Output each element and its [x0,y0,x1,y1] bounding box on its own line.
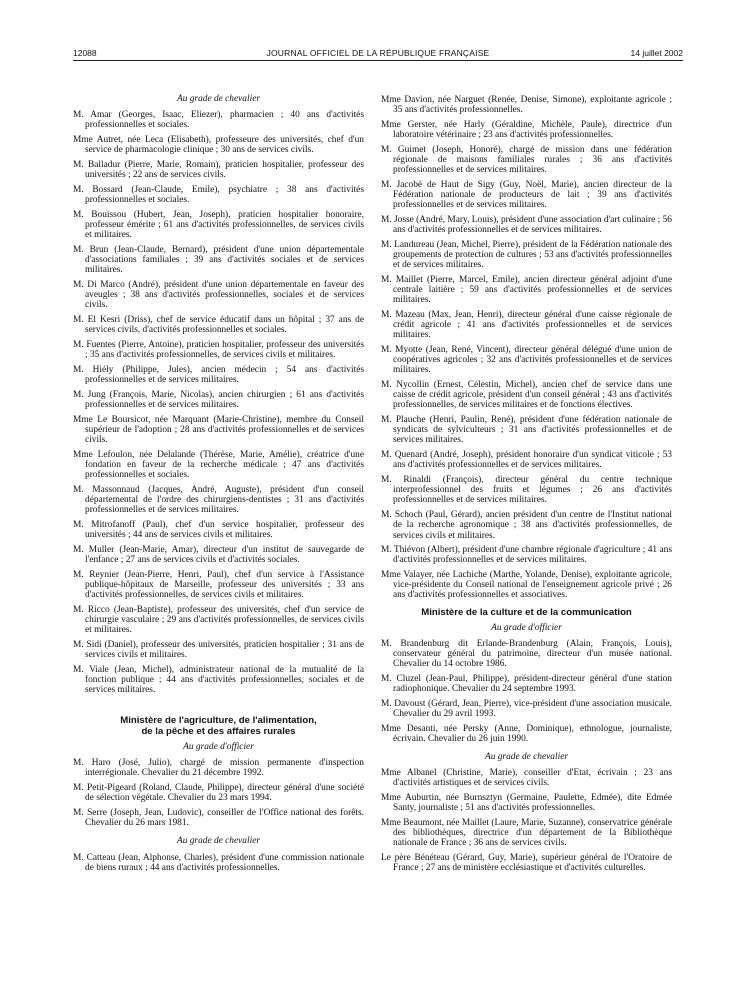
journal-title: JOURNAL OFFICIEL DE LA RÉPUBLIQUE FRANÇAISE [266,48,490,58]
list-item: Mme Valayer, née Lachiche (Marthe, Yolande, Denise), exploitante agricole, vice-présidente du Conseil national de l'enseignement agricole privé ; 26 ans d'activités professionnelles et associatives. [381,570,672,601]
entry-list [73,853,364,873]
list-item: M. Maillet (Pierre, Marcel, Emile), ancien directeur général adjoint d'une centrale laitière ; 59 ans d'activités professionnelles et de services militaires. [381,274,672,306]
list-item: Mme Auburtin, née Burnsztyn (Germaine, Paulette, Edmée), dite Edmée Santy, journaliste ; 51 ans d'activités professionnelles. [381,793,672,814]
list-item: Mme Le Boursicot, née Marquant (Marie-Christine), membre du Conseil supérieur de l'adoption ; 28 ans d'activités professionnelles et de services civils. [73,414,364,445]
list-item: M. Catteau (Jean, Alphonse, Charles), président d'une commission nationale de biens ruraux ; 44 ans d'activités professionnelles. [73,852,364,873]
ministry-heading-line: Ministère de l'agriculture, de l'alimentation, [120,715,317,727]
list-item: M. Guimet (Joseph, Honoré), chargé de mission dans une fédération régionale de maisons familiales rurales ; 36 ans d'activités professionnelles et de services militaires. [381,144,672,176]
list-item: M. Bossard (Jean-Claude, Emile), psychiatre ; 38 ans d'activités professionnelles et sociales. [73,184,364,206]
entry-list [73,110,364,695]
entry-list [381,768,672,873]
entry-list [381,95,672,601]
grade-heading: Au grade de chevalier [484,751,569,762]
list-item: M. Reynier (Jean-Pierre, Henri, Paul), chef d'un service à l'Assistance publique-hôpitaux de Marseille, professeur des universités ; 33 ans d'activités professionnelles, de services civils et militaires. [73,569,364,600]
list-item: M. Schoch (Paul, Gérard), ancien président d'un centre de l'Institut national de la recherche agronomique ; 38 ans d'activités professionnelles, de services civils et militaires. [381,510,672,541]
list-item: M. Jacobé de Haut de Sigy (Guy, Noël, Marie), ancien directeur de la Fédération nationale de producteurs de lait ; 39 ans d'activités professionnelles et de services militaires. [381,179,672,211]
grade-heading: Au grade d'officier [491,622,562,633]
grade-heading: Au grade de chevalier [176,94,261,104]
list-item: M. Brandenburg dit Erlande-Brandenburg (Alain, François, Louis), conservateur général du patrimoine, directeur d'un musée national. Chevalier du 14 octobre 1986. [381,638,672,670]
list-item: M. Landureau (Jean, Michel, Pierre), président de la Fédération nationale des groupements de protection de cultures ; 53 ans d'activités professionnelles et de services militaires. [381,239,672,271]
list-item: M. Bouissou (Hubert, Jean, Joseph), praticien hospitalier honoraire, professeur émérite ; 61 ans d'activités professionnelles, de services civils et militaires. [73,209,364,241]
ministry-heading [73,715,364,737]
list-item: M. Quenard (André, Joseph), président honoraire d'un syndicat viticole ; 53 ans d'activités professionnelles et de services militaires. [381,450,672,471]
list-item: Mme Lefoulon, née Delalande (Thérèse, Marie, Amélie), créatrice d'une fondation en faveur de la recherche médicale ; 47 ans d'activités professionnelles et sociales. [73,449,364,480]
left-column [73,94,364,877]
list-item: M. Brun (Jean-Claude, Bernard), président d'une union départementale d'associations familiales ; 39 ans d'activités sociales et de services militaires. [73,244,364,276]
list-item: M. Viale (Jean, Michel), administrateur national de la mutualité de la fonction publique ; 44 ans d'activités professionnelles, sociales et de services militaires. [73,664,364,695]
list-item: M. Plauche (Henri, Paulin, René), président d'une fédération nationale de syndicats de sylviculteurs ; 31 ans d'activités professionnelles et de services militaires. [381,415,672,446]
ministry-heading: Ministère de la culture et de la communication [421,606,632,618]
entry-list [381,639,672,744]
list-item: M. Ricco (Jean-Baptiste), professeur des universités, chef d'un service de chirurgie vasculaire ; 29 ans d'activités professionnelles, de services civils et militaires. [73,604,364,635]
list-item: M. Haro (José, Julio), chargé de mission permanente d'inspection interrégionale. Chevalier du 21 décembre 1992. [73,758,364,779]
list-item: Mme Gerster, née Harly (Géraldine, Michèle, Paule), directrice d'un laboratoire vétérinaire ; 23 ans d'activités professionnelles. [381,119,672,141]
list-item: Mme Davion, née Narguet (Renée, Denise, Simone), exploitante agricole ; 35 ans d'activités professionnelles. [381,95,672,116]
list-item: Mme Autret, née Leca (Elisabeth), professeure des universités, chef d'un service de pharmacologie clinique ; 30 ans de services civils. [73,135,364,156]
list-item: M. Cluzel (Jean-Paul, Philippe), président-directeur général d'une station radiophonique. Chevalier du 24 septembre 1993. [381,673,672,694]
page-number: 12088 [73,48,97,58]
list-item: M. Amar (Georges, Isaac, Eliezer), pharmacien ; 40 ans d'activités professionnelles et sociales. [73,110,364,131]
list-item: M. Massonnaud (Jacques, André, Auguste), président d'un conseil départemental de l'ordre des chirurgiens-dentistes ; 31 ans d'activités professionnelles et de services militaires. [73,484,364,516]
issue-date: 14 juillet 2002 [630,48,683,58]
entry-list [73,758,364,828]
list-item: M. Di Marco (André), président d'une union départementale en faveur des aveugles ; 38 ans d'activités professionnelles, sociales et de services civils. [73,279,364,311]
list-item: M. Hiély (Philippe, Jules), ancien médecin ; 54 ans d'activités professionnelles et de services militaires. [73,364,364,385]
list-item: M. Fuentes (Pierre, Antoine), praticien hospitalier, professeur des universités ; 35 ans d'activités professionnelles, de services civils et militaires. [73,339,364,361]
list-item: M. Nycollin (Ernest, Célestin, Michel), ancien chef de service dans une caisse de crédit agricole, président d'un conseil général ; 43 ans d'activités professionnelles, de services militaires et de fonctions électives. [381,380,672,411]
list-item: Le père Bénéteau (Gérard, Guy, Marie), supérieur général de l'Oratoire de France ; 27 ans de ministère ecclésiastique et d'activités culturelles. [381,853,672,874]
list-item: M. Muller (Jean-Marie, Amar), directeur d'un institut de sauvegarde de l'enfance ; 27 ans de services civils et d'activités sociales. [73,544,364,565]
list-item: M. Rinaldi (François), directeur général du centre technique interprofessionnel des fruits et légumes ; 26 ans d'activités professionnelles et de services militaires. [381,475,672,506]
list-item: M. Petit-Pigeard (Roland, Claude, Philippe), directeur général d'une société de sélection végétale. Chevalier du 23 mars 1994. [73,783,364,804]
list-item: M. Mitrofanoff (Paul), chef d'un service hospitalier, professeur des universités ; 44 ans de services civils et militaires. [73,519,364,540]
list-item: M. Davoust (Gérard, Jean, Pierre), vice-président d'une association musicale. Chevalier du 29 avril 1993. [381,698,672,719]
list-item: M. Sidi (Daniel), professeur des universités, praticien hospitalier ; 31 ans de services civils et militaires. [73,639,364,660]
header-rule [73,60,683,61]
list-item: M. Josse (André, Mary, Louis), président d'une association d'art culinaire ; 56 ans d'activités professionnelles et de services militaires. [381,214,672,236]
grade-heading: Au grade de chevalier [176,836,261,847]
list-item: M. Serre (Joseph, Jean, Ludovic), conseiller de l'Office national des forêts. Chevalier du 26 mars 1981. [73,808,364,829]
ministry-heading-line: de la pêche et des affaires rurales [141,726,296,738]
list-item: M. Mazeau (Max, Jean, Henri), directeur général d'une caisse régionale de crédit agricole ; 41 ans d'activités professionnelles et de services militaires. [381,309,672,341]
list-item: M. Jung (François, Marie, Nicolas), ancien chirurgien ; 61 ans d'activités professionnelles et de services militaires. [73,389,364,410]
list-item: M. Thiévon (Albert), président d'une chambre régionale d'agriculture ; 41 ans d'activités professionnelles et de services militaires. [381,545,672,566]
list-item: Mme Desanti, née Persky (Anne, Dominique), ethnologue, journaliste, écrivain. Chevalier du 26 juin 1990. [381,723,672,744]
right-column [381,95,672,878]
list-item: M. El Kesri (Driss), chef de service éducatif dans un hôpital ; 37 ans de services civils, d'activités professionnelles et sociales. [73,314,364,336]
grade-heading: Au grade d'officier [183,742,254,753]
list-item: M. Myotte (Jean, René, Vincent), directeur général délégué d'une union de coopératives agricoles ; 32 ans d'activités professionnelles et de services militaires. [381,345,672,376]
list-item: Mme Albanel (Christine, Marie), conseiller d'Etat, écrivain ; 23 ans d'activités artistiques et de services civils. [381,768,672,789]
list-item: Mme Beaumont, née Maillet (Laure, Marie, Suzanne), conservatrice générale des bibliothèques, directrice d'un département de la Bibliothèque nationale de France ; 36 ans de services civils. [381,817,672,849]
list-item: M. Balladur (Pierre, Marie, Romain), praticien hospitalier, professeur des universités ; 22 ans de services civils. [73,159,364,181]
